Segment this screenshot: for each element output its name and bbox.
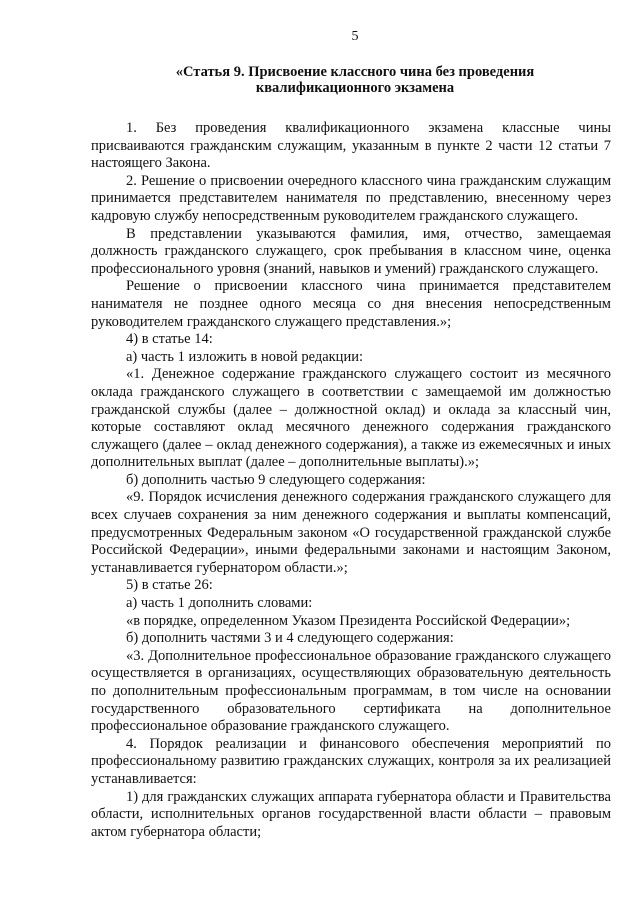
paragraph-1: 1. Без проведения квалификационного экзамена классные чины присваиваются гражданским служащим, указанным в пункте 2 части 12 статьи 7 настоящего Закона. <box>91 120 611 172</box>
paragraph-13: б) дополнить частями 3 и 4 следующего содержания: <box>126 630 454 647</box>
paragraph-10: 5) в статье 26: <box>126 577 213 594</box>
paragraph-8: б) дополнить частью 9 следующего содержания: <box>126 471 426 488</box>
paragraph-6: а) часть 1 изложить в новой редакции: <box>126 348 363 365</box>
paragraph-14: «3. Дополнительное профессиональное образование гражданского служащего осуществляется в организациях, осуществляющих образовательную деятельность по дополнительным профессиональным программам, в том числе на основании государственного образовательного сертификата на дополнительное профессиональное образование гражданского служащего. <box>91 647 611 735</box>
paragraph-5: 4) в статье 14: <box>126 331 213 348</box>
paragraph-9: «9. Порядок исчисления денежного содержания гражданского служащего для всех случаев сохранения за ним денежного содержания и выплаты компенсаций, предусмотренных Федеральным законом «О государственной гражданской службе Российской Федерации», иными федеральными законами и настоящим Законом, устанавливается губернатором области.»; <box>91 489 611 576</box>
paragraph-16: 1) для гражданских служащих аппарата губернатора области и Правительства области, исполнительных органов государственной власти области – правовым актом губернатора области; <box>91 788 611 840</box>
article-heading-line-1: «Статья 9. Присвоение классного чина без проведения <box>175 64 535 80</box>
paragraph-7: «1. Денежное содержание гражданского служащего состоит из месячного оклада гражданского служащего в соответствии с замещаемой им должностью гражданской службы (далее – должностной оклад) и оклада за классный чин, которые составляют оклад месячного денежного содержания гражданского служащего (далее – оклад денежного содержания), а также из ежемесячных и иных дополнительных выплат (далее – дополнительные выплаты).»; <box>91 366 611 471</box>
document-page <box>91 28 611 841</box>
paragraph-3: В представлении указываются фамилия, имя, отчество, замещаемая должность гражданского служащего, срок пребывания в классном чине, оценка профессионального уровня (знаний, навыков и умений) гражданского служащего. <box>91 225 611 277</box>
paragraph-11: а) часть 1 дополнить словами: <box>126 595 313 612</box>
paragraph-12: «в порядке, определенном Указом Президента Российской Федерации»; <box>126 612 571 629</box>
article-heading-line-2: квалификационного экзамена <box>255 80 455 96</box>
paragraph-2: 2. Решение о присвоении очередного классного чина гражданским служащим принимается представителем нанимателя по представлению, внесенному через кадровую службу непосредственным руководителем гражданского служащего. <box>91 172 611 224</box>
paragraph-15: 4. Порядок реализации и финансового обеспечения мероприятий по профессиональному развитию гражданских служащих, контроля за их реализацией устанавливается: <box>91 735 611 787</box>
article-heading <box>91 64 611 96</box>
page-number: 5 <box>351 29 359 44</box>
paragraph-4: Решение о присвоении классного чина принимается представителем нанимателя не позднее одного месяца со дня внесения непосредственным руководителем гражданского служащего представления.»; <box>91 278 611 330</box>
